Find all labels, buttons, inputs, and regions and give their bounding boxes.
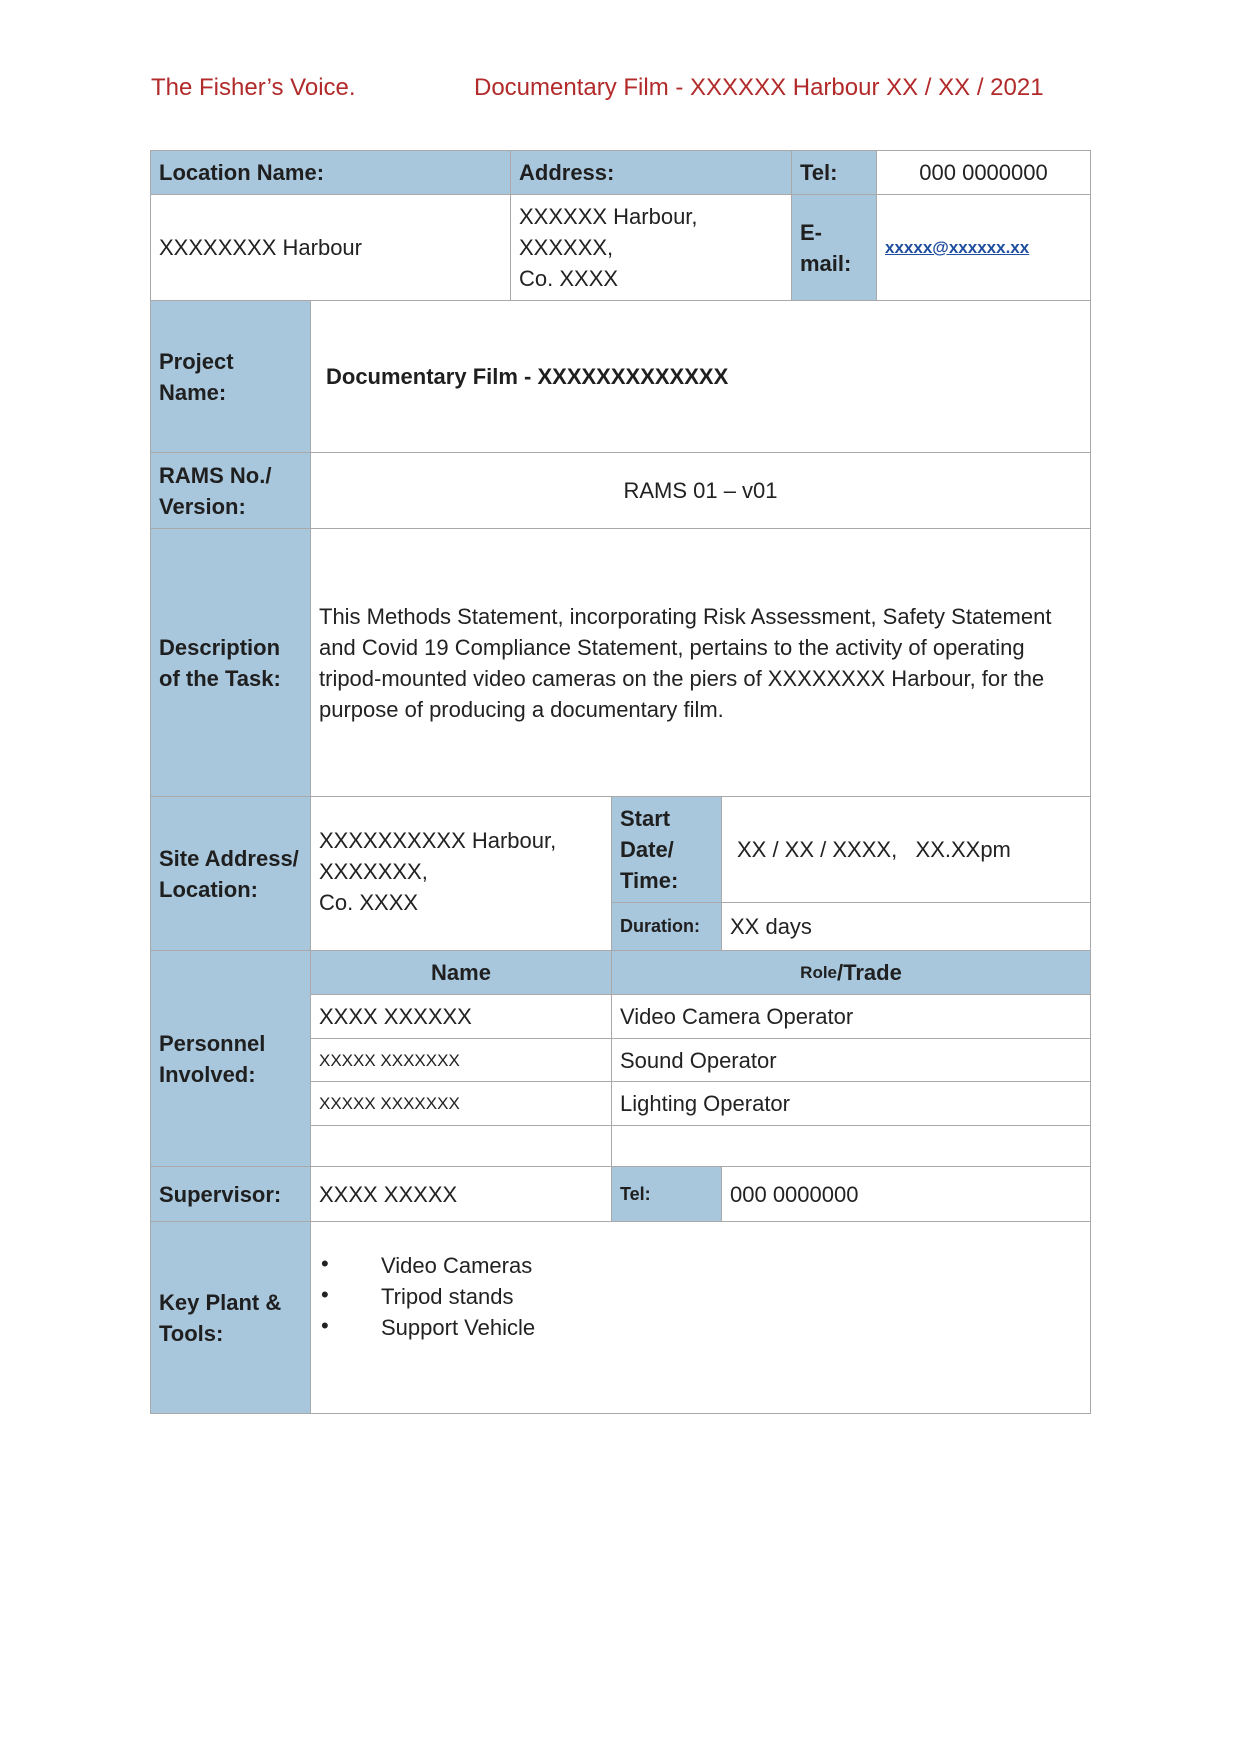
tools-list-cell — [310, 1221, 1091, 1414]
description-text: This Methods Statement, incorporating Risk Assessment, Safety Statement and Covid 19 Compliance Statement, pertains to the activity of operating tripod-mounted video cameras on the piers of XXXXXXXX Harbour, for the purpose of producing a documentary film. — [310, 528, 1091, 797]
personnel-row-empty-name — [310, 1125, 612, 1167]
header-title: The Fisher’s Voice. — [151, 74, 356, 101]
duration-label: Duration: — [611, 902, 722, 951]
site-address-value: XXXXXXXXXX Harbour, XXXXXXX, Co. XXXX — [310, 796, 612, 951]
project-name-value: Documentary Film - XXXXXXXXXXXXX — [310, 300, 1091, 453]
tools-list-item: • Video Cameras — [321, 1250, 535, 1281]
personnel-row-1-role: Video Camera Operator — [611, 994, 1091, 1039]
tel-label: Tel: — [791, 150, 877, 195]
tools-label: Key Plant & Tools: — [150, 1221, 311, 1414]
personnel-row-1-name: XXXX XXXXXX — [310, 994, 612, 1039]
supervisor-label: Supervisor: — [150, 1166, 311, 1222]
email-link[interactable]: xxxxx@xxxxxx.xx — [885, 238, 1030, 257]
personnel-name-header: Name — [310, 950, 612, 995]
project-name-label: Project Name: — [150, 300, 311, 453]
header-subtitle: Documentary Film - XXXXXX Harbour XX / XX / 2021 — [474, 74, 1044, 101]
start-date-label: Start Date/ Time: — [611, 796, 722, 903]
rams-label: RAMS No./ Version: — [150, 452, 311, 529]
personnel-row-2-name: XXXXX XXXXXXX — [310, 1038, 612, 1082]
email-label: E- mail: — [791, 194, 877, 301]
tools-list-item: • Support Vehicle — [321, 1312, 535, 1343]
personnel-row-empty-role — [611, 1125, 1091, 1167]
tools-list — [321, 1250, 535, 1343]
location-name-label: Location Name: — [150, 150, 511, 195]
address-label: Address: — [510, 150, 792, 195]
email-cell — [876, 194, 1091, 301]
personnel-role-header: Role /Trade — [611, 950, 1091, 995]
personnel-label: Personnel Involved: — [150, 950, 311, 1167]
duration-value: XX days — [721, 902, 1091, 951]
supervisor-value: XXXX XXXXX — [310, 1166, 612, 1222]
location-name-value: XXXXXXXX Harbour — [150, 194, 511, 301]
description-label: Description of the Task: — [150, 528, 311, 797]
start-date-value: XX / XX / XXXX, XX.XXpm — [721, 796, 1091, 903]
personnel-row-3-name: XXXXX XXXXXXX — [310, 1081, 612, 1126]
personnel-row-2-role: Sound Operator — [611, 1038, 1091, 1082]
address-value — [510, 194, 792, 301]
tools-list-item: • Tripod stands — [321, 1281, 535, 1312]
address-line-2: Co. XXXX — [519, 266, 619, 291]
rams-value: RAMS 01 – v01 — [310, 452, 1091, 529]
site-address-label: Site Address/ Location: — [150, 796, 311, 951]
supervisor-tel-value: 000 0000000 — [721, 1166, 1091, 1222]
tel-value: 000 0000000 — [876, 150, 1091, 195]
supervisor-tel-label: Tel: — [611, 1166, 722, 1222]
address-line-1: XXXXXX Harbour, XXXXXX, — [519, 204, 698, 260]
personnel-row-3-role: Lighting Operator — [611, 1081, 1091, 1126]
